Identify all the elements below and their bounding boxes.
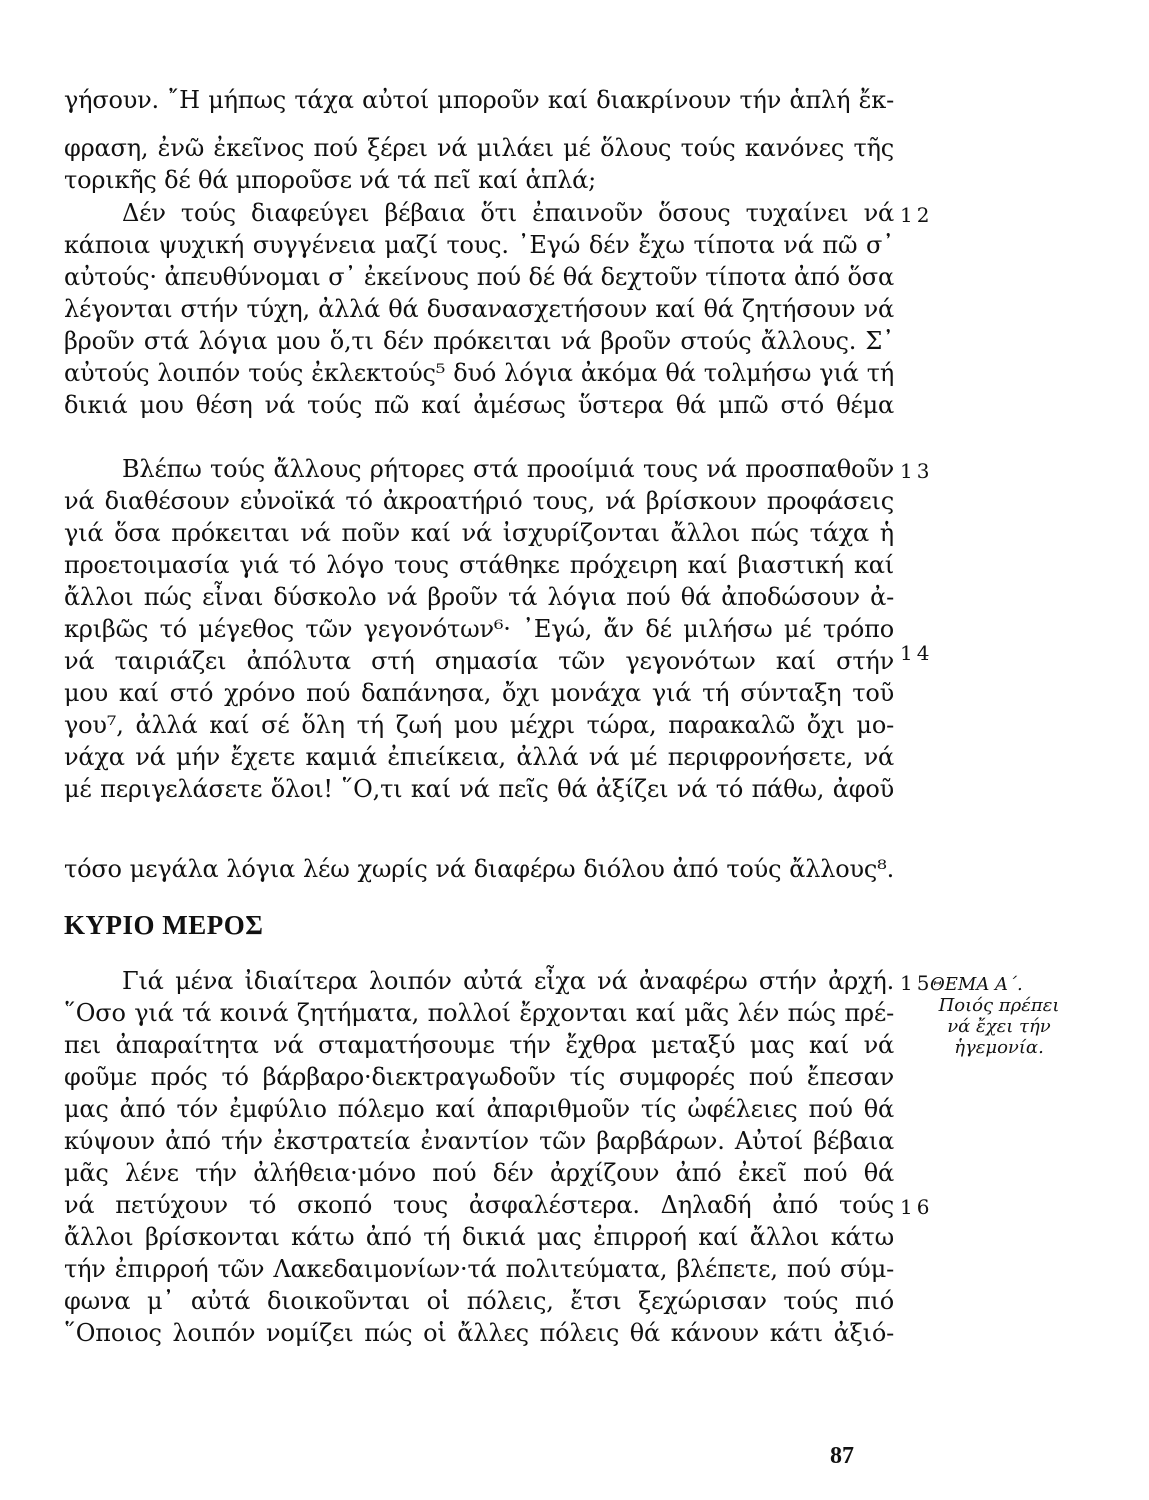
margin-note-line: ἡγεμονία. <box>954 1037 1044 1058</box>
text-line: μου καί στό χρόνο πού δαπάνησα, ὄχι μονάχα γιά τή σύνταξη τοῦ <box>64 679 894 707</box>
text-line: κριβῶς τό μέγεθος τῶν γεγονότων⁶· ᾿Εγώ, ἄν δέ μιλήσω μέ τρόπο <box>64 615 894 643</box>
text-line: Δέν τούς διαφεύγει βέβαια ὅτι ἐπαινοῦν ὅσους τυχαίνει νά <box>122 199 894 227</box>
text-line: ἄλλοι πώς εἶναι δύσκολο νά βροῦν τά λόγια πού θά ἀποδώσουν ἀ- <box>64 583 894 611</box>
section-number: 13 <box>900 459 934 483</box>
text-line: τόσο μεγάλα λόγια λέω χωρίς νά διαφέρω διόλου ἀπό τούς ἄλλους⁸. <box>64 855 894 883</box>
text-line: μᾶς λένε τήν ἀλήθεια·μόνο πού δέν ἀρχίζουν ἀπό ἐκεῖ πού θά <box>64 1159 894 1187</box>
section-heading: ΚΥΡΙΟ ΜΕΡΟΣ <box>64 910 264 940</box>
section-number: 16 <box>900 1195 934 1219</box>
text-line: ῞Οσο γιά τά κοινά ζητήματα, πολλοί ἔρχονται καί μᾶς λέν πώς πρέ- <box>64 999 894 1027</box>
text-line: Βλέπω τούς ἄλλους ρήτορες στά προοίμιά τους νά προσπαθοῦν <box>122 455 894 483</box>
text-line: αὐτούς λοιπόν τούς ἐκλεκτούς⁵ δυό λόγια ἀκόμα θά τολμήσω γιά τή <box>64 359 894 387</box>
text-line: μας ἀπό τόν ἐμφύλιο πόλεμο καί ἀπαριθμοῦν τίς ὠφέλειες πού θά <box>64 1095 894 1123</box>
text-line: φραση, ἐνῶ ἐκεῖνος πού ξέρει νά μιλάει μέ ὅλους τούς κανόνες τῆς <box>64 134 894 162</box>
margin-note-line: νά ἔχει τήν <box>947 1016 1051 1037</box>
margin-note-title: ΘΕΜΑ Α΄. <box>930 974 1023 995</box>
margin-note <box>924 974 1074 1058</box>
text-line: ῞Οποιος λοιπόν νομίζει πώς οἱ ἄλλες πόλεις θά κάνουν κάτι ἀξιό- <box>64 1319 894 1347</box>
section-number: 14 <box>900 641 934 665</box>
text-line: νά διαθέσουν εὐνοϊκά τό ἀκροατήριό τους, νά βρίσκουν προφάσεις <box>64 487 894 515</box>
text-line: κάποια ψυχική συγγένεια μαζί τους. ᾿Εγώ δέν ἔχω τίποτα νά πῶ σ᾿ <box>64 231 894 259</box>
text-line: τήν ἐπιρροή τῶν Λακεδαιμονίων·τά πολιτεύματα, βλέπετε, πού σύμ- <box>64 1255 894 1283</box>
text-line: μέ περιγελάσετε ὅλοι! ῞Ο,τι καί νά πεῖς θά ἀξίζει νά τό πάθω, ἀφοῦ <box>64 775 894 803</box>
text-line: αὐτούς· ἀπευθύνομαι σ᾿ ἐκείνους πού δέ θά δεχτοῦν τίποτα ἀπό ὅσα <box>64 263 894 291</box>
text-line <box>64 421 894 453</box>
section-number: 15 <box>900 971 934 995</box>
text-line: δικιά μου θέση νά τούς πῶ καί ἀμέσως ὕστερα θά μπῶ στό θέμα <box>64 391 894 419</box>
section-number: 12 <box>900 203 934 227</box>
text-line: βροῦν στά λόγια μου ὅ,τι δέν πρόκειται νά βροῦν στούς ἄλλους. Σ᾿ <box>64 327 894 355</box>
page-number: 87 <box>830 1443 854 1469</box>
text-line: πει ἀπαραίτητα νά σταματήσουμε τήν ἔχθρα μεταξύ μας καί νά <box>64 1031 894 1059</box>
margin-note-line: Ποιός πρέπει <box>938 995 1060 1016</box>
text-line: νά ταιριάζει ἀπόλυτα στή σημασία τῶν γεγονότων καί στήν <box>64 647 894 675</box>
text-line: φοῦμε πρός τό βάρβαρο·διεκτραγωδοῦν τίς συμφορές πού ἔπεσαν <box>64 1063 894 1091</box>
text-line: γιά ὅσα πρόκειται νά ποῦν καί νά ἰσχυρίζονται ἄλλοι πώς τάχα ἡ <box>64 519 894 547</box>
text-line: λέγονται στήν τύχη, ἀλλά θά δυσανασχετήσουν καί θά ζητήσουν νά <box>64 295 894 323</box>
text-line: ἄλλοι βρίσκονται κάτω ἀπό τή δικιά μας ἐπιρροή καί ἄλλοι κάτω <box>64 1223 894 1251</box>
text-line: γου⁷, ἀλλά καί σέ ὅλη τή ζωή μου μέχρι τώρα, παρακαλῶ ὄχι μο- <box>64 711 894 739</box>
text-line: φωνα μ᾿ αὐτά διοικοῦνται οἱ πόλεις, ἔτσι ξεχώρισαν τούς πιό <box>64 1287 894 1315</box>
text-line: προετοιμασία γιά τό λόγο τους στάθηκε πρόχειρη καί βιαστική καί <box>64 551 894 579</box>
text-line: κύψουν ἀπό τήν ἐκστρατεία ἐναντίον τῶν βαρβάρων. Αὐτοί βέβαια <box>64 1127 894 1155</box>
text-line: τορικῆς δέ θά μποροῦσε νά τά πεῖ καί ἁπλά; <box>64 166 597 194</box>
text-line: Γιά μένα ἰδιαίτερα λοιπόν αὐτά εἶχα νά ἀναφέρω στήν ἀρχή. <box>122 967 894 995</box>
text-line: νά πετύχουν τό σκοπό τους ἀσφαλέστερα. Δηλαδή ἀπό τούς <box>64 1191 894 1219</box>
text-line: γήσουν. ῎Η μήπως τάχα αὐτοί μποροῦν καί διακρίνουν τήν ἁπλή ἔκ- <box>64 86 894 114</box>
text-line: νάχα νά μήν ἔχετε καμιά ἐπιείκεια, ἀλλά νά μέ περιφρονήσετε, νά <box>64 743 894 771</box>
